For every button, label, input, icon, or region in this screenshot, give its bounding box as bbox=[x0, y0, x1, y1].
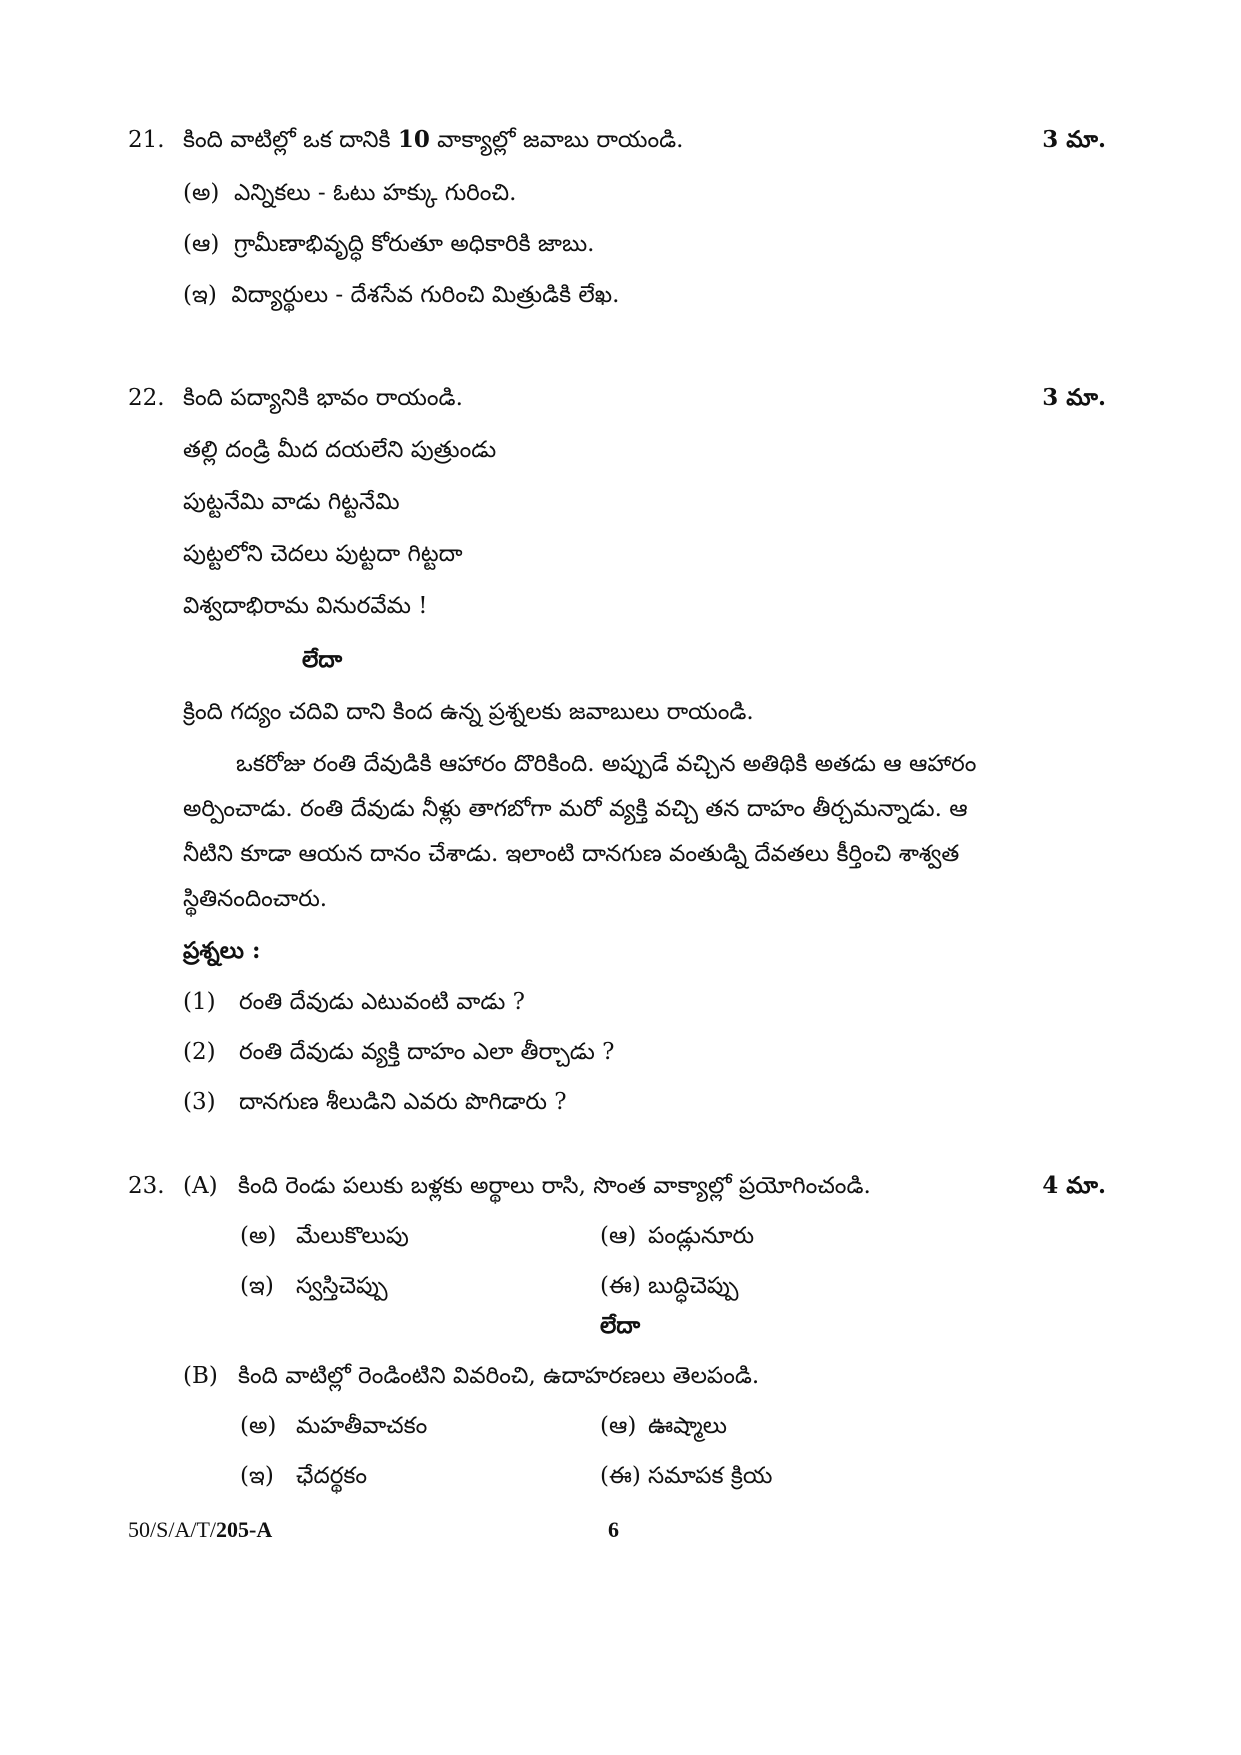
q21-option-aa: (ఆ) గ్రామీణాభివృద్ధి కోరుతూ అధికారికి జాబు. bbox=[183, 231, 595, 257]
q21-text-bold: 10 bbox=[397, 126, 430, 153]
q23-partA-label: (A) bbox=[183, 1173, 218, 1199]
passage-line: అర్పించాడు. రంతి దేవుడు నీళ్లు తాగబోగా మరో వ్యక్తి వచ్చి తన దాహం తీర్చమన్నాడు. ఆ bbox=[183, 796, 968, 822]
q23-partA-option: (ఈ) బుద్ధిచెప్పు bbox=[600, 1273, 739, 1299]
q23-partB-text: కింది వాటిల్లో రెండింటిని వివరించి, ఉదాహరణలు తెలపండి. bbox=[238, 1363, 760, 1389]
footer-code: 50/S/A/T/205-A bbox=[128, 1517, 273, 1542]
poem-line: పుట్టలోని చెదలు పుట్టదా గిట్టదా bbox=[183, 541, 463, 567]
q22-number: 22. bbox=[128, 385, 165, 411]
q23-partA-option: (అ) మేలుకొలుపు bbox=[240, 1223, 409, 1249]
q21-text bbox=[183, 125, 683, 155]
q21-number: 21. bbox=[128, 127, 165, 153]
q23-marks: 4 మా. bbox=[1042, 1172, 1106, 1199]
q23-partB-option: (అ) మహతీవాచకం bbox=[240, 1413, 428, 1439]
q21-marks: 3 మా. bbox=[1042, 126, 1106, 153]
q22-question-3: (3) దానగుణ శీలుడిని ఎవరు పొగిడారు ? bbox=[183, 1089, 567, 1115]
q23-partB-label: (B) bbox=[183, 1363, 218, 1389]
q23-partA-option: (ఆ) పండ్లునూరు bbox=[600, 1223, 755, 1249]
page-number: 6 bbox=[608, 1517, 619, 1542]
q23-partB-option: (ఆ) ఊష్మాలు bbox=[600, 1413, 728, 1439]
q22-instruction: క్రింది గద్యం చదివి దాని కింద ఉన్న ప్రశ్నలకు జవాబులు రాయండి. bbox=[183, 699, 754, 725]
passage-line: నీటిని కూడా ఆయన దానం చేశాడు. ఇలాంటి దానగుణ వంతుడ్ని దేవతలు కీర్తించి శాశ్వత bbox=[183, 841, 960, 867]
q21-text-pre: కింది వాటిల్లో ఒక దానికి bbox=[183, 127, 398, 153]
poem-line: పుట్టనేమి వాడు గిట్టనేమి bbox=[183, 489, 400, 515]
q22-or: లేదా bbox=[302, 646, 343, 673]
q22-question-2: (2) రంతి దేవుడు వ్యక్తి దాహం ఎలా తీర్చాడు ? bbox=[183, 1039, 615, 1065]
q23-partB-option: (ఈ) సమాపక క్రియ bbox=[600, 1463, 773, 1489]
q23-number: 23. bbox=[128, 1173, 165, 1199]
q21-text-post: వాక్యాల్లో జవాబు రాయండి. bbox=[429, 127, 684, 153]
questions-heading: ప్రశ్నలు : bbox=[183, 937, 261, 964]
q23-or: లేదా bbox=[600, 1312, 641, 1339]
poem-line: తల్లి దండ్రి మీద దయలేని పుత్రుండు bbox=[183, 437, 497, 463]
q22-marks: 3 మా. bbox=[1042, 384, 1106, 411]
poem-line: విశ్వదాభిరామ వినురవేమ ! bbox=[183, 593, 428, 619]
q23-partB-option: (ఇ) ఛేదర్థకం bbox=[240, 1463, 368, 1489]
q23-partA-text: కింది రెండు పలుకు బళ్లకు అర్థాలు రాసి, సొంత వాక్యాల్లో ప్రయోగించండి. bbox=[238, 1173, 871, 1199]
passage-line: ఒకరోజు రంతి దేవుడికి ఆహారం దొరికింది. అప్పుడే వచ్చిన అతిథికి అతడు ఆ ఆహారం bbox=[236, 751, 977, 777]
q22-text: కింది పద్యానికి భావం రాయండి. bbox=[183, 385, 463, 411]
q22-question-1: (1) రంతి దేవుడు ఎటువంటి వాడు ? bbox=[183, 989, 525, 1015]
passage-line: స్థితినందించారు. bbox=[183, 886, 328, 912]
q21-option-a: (అ) ఎన్నికలు - ఓటు హక్కు గురించి. bbox=[183, 180, 517, 206]
q21-option-i: (ఇ) విద్యార్థులు - దేశసేవ గురించి మిత్రుడికి లేఖ. bbox=[183, 282, 620, 308]
q23-partA-option: (ఇ) స్వస్తిచెప్పు bbox=[240, 1273, 388, 1299]
